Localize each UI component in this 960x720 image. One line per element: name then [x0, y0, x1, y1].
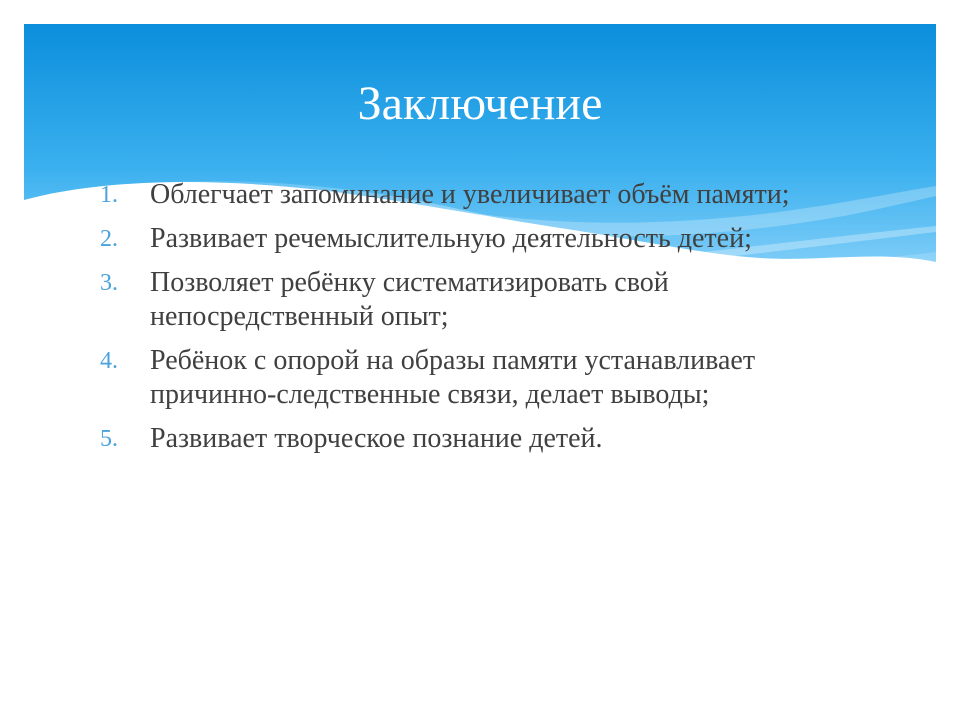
list-item-text: Облегчает запоминание и увеличивает объём памяти;: [150, 179, 790, 210]
list-item-number: 3.: [100, 270, 118, 296]
list-item-text: Развивает речемыслительную деятельность детей;: [150, 223, 752, 254]
list-item-text: Развивает творческое познание детей.: [150, 423, 603, 454]
list-item: [100, 422, 880, 456]
list-item-number: 4.: [100, 348, 118, 374]
list-item-text: Позволяет ребёнку систематизировать свой непосредственный опыт;: [150, 267, 669, 332]
list-item-text: Ребёнок с опорой на образы памяти устанавливает причинно-следственные связи, делает выводы;: [150, 345, 756, 410]
list-item-number: 2.: [100, 226, 118, 252]
list-item-number: 1.: [100, 182, 118, 208]
slide-title: Заключение: [357, 77, 603, 130]
list-item: [100, 222, 880, 256]
list-item: [100, 344, 880, 412]
conclusion-list: [100, 178, 880, 466]
list-item-number: 5.: [100, 426, 118, 452]
list-item: [100, 266, 880, 334]
list-item: [100, 178, 880, 212]
